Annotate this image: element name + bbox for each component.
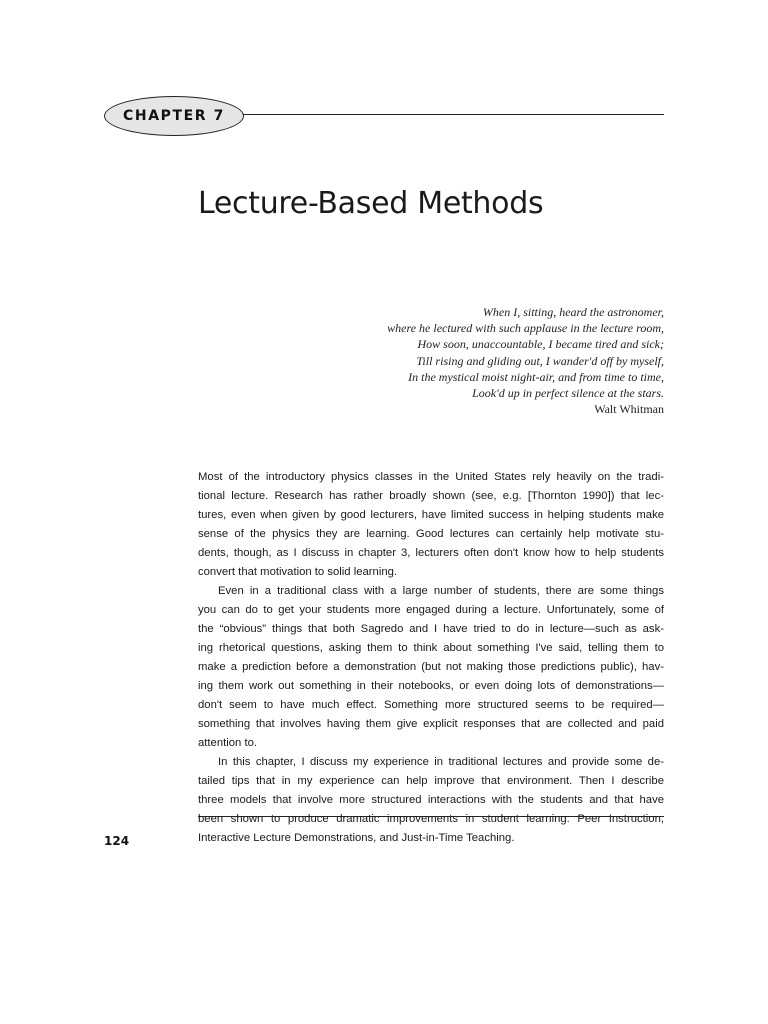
body-text [198,468,664,848]
paragraph-3 [198,753,664,848]
paragraph-1 [198,468,664,582]
text-line: don't seem to have much effect. Something more structured seems to be required— [198,699,664,711]
text-line: dents, though, as I discuss in chapter 3, lecturers often don't know how to help students [198,547,664,559]
chapter-label: CHAPTER 7 [123,108,225,124]
epigraph-line: Till rising and gliding out, I wander'd off by myself, [416,353,664,368]
epigraph-line: When I, sitting, heard the astronomer, [482,305,664,319]
text-line: tional lecture. Research has rather broadly shown (see, e.g. [Thornton 1990]) that lec- [198,490,664,502]
text-line: the “obvious” things that both Sagredo and I have tried to do in lecture—such as ask- [198,623,664,635]
epigraph-author: Walt Whitman [594,402,664,417]
epigraph-line: How soon, unaccountable, I became tired and sick; [417,337,664,352]
text-line: something that involves having them give explicit responses that are collected and paid [198,718,664,730]
text-line: ing them work out something in their notebooks, or even doing lots of demonstrations— [198,680,664,692]
chapter-heading-rule [236,114,664,115]
text-line: you can do to get your students more engaged during a lecture. Unfortunately, some of [198,604,664,616]
text-line: make a prediction before a demonstration (but not making those predictions public), hav- [198,661,664,673]
text-line: tailed tips that in my experience can help improve that environment. Then I describe [198,775,664,787]
epigraph-line: In the mystical moist night-air, and from time to time, [408,369,664,384]
epigraph [264,304,664,417]
page-number: 124 [104,834,130,848]
text-line: Interactive Lecture Demonstrations, and Just-in-Time Teaching. [198,832,515,844]
epigraph-line: where he lectured with such applause in the lecture room, [387,321,664,336]
paragraph-2 [198,582,664,753]
chapter-badge [104,96,244,136]
bottom-rule [198,816,664,817]
text-line: convert that motivation to solid learning. [198,566,398,578]
text-line: ing rhetorical questions, asking them to think about something I've said, telling them to [198,642,664,654]
text-line: been shown to produce dramatic improvements in student learning: Peer Instruction, [198,813,664,825]
text-line: Most of the introductory physics classes in the United States rely heavily on the tradi- [198,471,664,483]
text-line: tures, even when given by good lecturers, have limited success in helping students make [198,509,664,521]
text-line: Even in a traditional class with a large number of students, there are some things [218,585,664,597]
chapter-title: Lecture-Based Methods [198,186,544,221]
text-line: attention to. [198,737,258,749]
text-line: three models that involve more structured interactions with the students and that have [198,794,664,806]
text-line: In this chapter, I discuss my experience in traditional lectures and provide some de- [218,756,664,768]
epigraph-line: Look'd up in perfect silence at the stars. [472,386,664,401]
text-line: sense of the physics they are learning. Good lectures can certainly help motivate stu- [198,528,664,540]
